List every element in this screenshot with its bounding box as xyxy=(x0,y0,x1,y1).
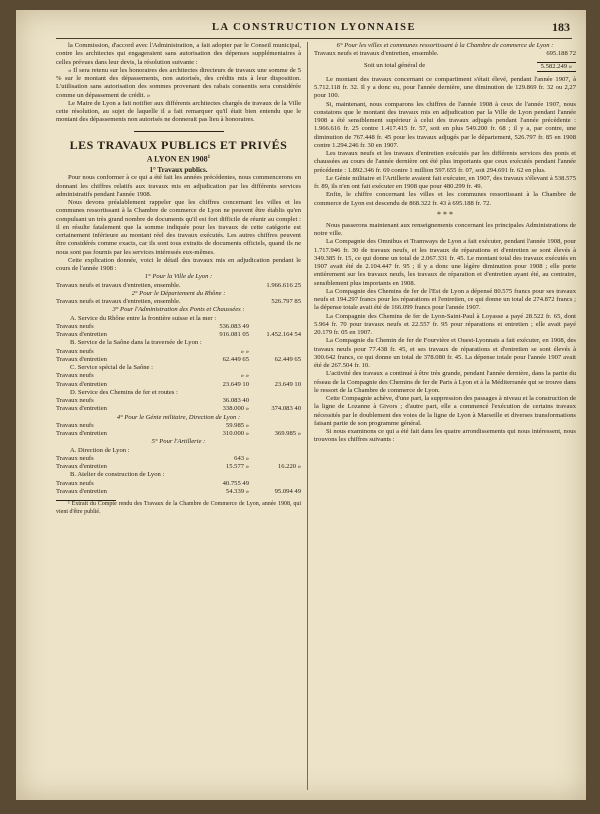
table-row: Travaux neufs et travaux d'entretien, ensemble. 526.797 85 xyxy=(56,298,301,306)
table-row: Travaux d'entretien 916.081 05 1.452.164 54 xyxy=(56,331,301,339)
paragraph: Nous devons préalablement rappeler que les chiffres concernant les villes et les communes ressortissant à la Chambre de commerce de Lyon ne peuvent être établis qu'en compulsant un très grand nombre de documents qu'il est fort difficile de réunir au complet : il en résulte fatalement que la somme indiquée pour les travaux de cette catégorie est certainement inférieure au montant réel des travaux exécutés. Les autres chiffres peuvent être considérés comme exacts, car ils sont tous extraits de documents officiels, quand ils ne nous sont pas fournis par les services intéressés eux-mêmes. xyxy=(56,199,301,256)
table-row: Travaux neufs et travaux d'entretien, ensemble. 695.188 72 xyxy=(314,50,576,58)
total-value: 5.582.249 » xyxy=(537,62,576,72)
running-header xyxy=(56,22,572,39)
article-subtitle: A LYON EN 1908$^1$ xyxy=(146,154,211,164)
table-row: Travaux neufs 36.083 40 xyxy=(56,397,249,405)
paragraph: Le Génie militaire et l'Artillerie avaient fait exécuter, en 1907, des travaux s'élevant à 538.575 fr. 89, ils n'en ont fait exécuter en 1908 que pour 480.299 fr. 49. xyxy=(314,174,576,190)
table-row: Travaux d'entretien 62.449 65 62.449 65 xyxy=(56,355,301,363)
paragraph: La Compagnie du Chemin de fer de Fourvière et Ouest-Lyonnais a fait exécuter, en 1908, des travaux neufs pour 77.438 fr. 45, et ses travaux de réparations et d'entretien se sont élevés à 300.642 francs, ce qui donne un total de 378.080 fr. 45. La dépense totale pour l'année 1907 avait été de 267.504 fr. 10. xyxy=(314,337,576,369)
paragraph: Nous passerons maintenant aux renseignements concernant les principales Administrations de notre ville. xyxy=(314,221,576,237)
subsection-heading: 6° Pour les villes et communes ressortissant à la Chambre de commerce de Lyon : xyxy=(336,42,554,49)
table-row: Travaux d'entretien 54.339 » 95.094 49 xyxy=(56,487,301,495)
paragraph: La Compagnie des Chemins de fer de Lyon-Saint-Paul à Loyasse a payé 28.522 fr. 65, dont 5.964 fr. 70 pour travaux neufs et 22.557 fr. 95 pour réparations et entretien ; elle avait payé 20.179 fr. 05 en 1907. xyxy=(314,312,576,336)
service-heading: A. Service du Rhône entre la frontière suisse et la mer : xyxy=(70,314,217,322)
section-separator: * * * xyxy=(437,209,453,219)
document-page xyxy=(16,10,586,800)
paragraph: Si nous examinons ce qui a été fait dans les quatre arrondissements qui nous intéressent, nous trouvons les chiffres suivants : xyxy=(314,428,576,444)
service-heading: A. Direction de Lyon : xyxy=(70,446,130,454)
service-heading: B. Service de la Saône dans la traversée de Lyon : xyxy=(70,339,202,347)
table-row: Travaux neufs et travaux d'entretien, ensemble. 1.966.616 25 xyxy=(56,281,301,289)
column-divider xyxy=(307,42,308,790)
table-row: Travaux neufs 643 » xyxy=(56,454,249,462)
table-row: Travaux neufs 536.083 49 xyxy=(56,322,249,330)
subsection-heading: 4° Pour le Génie militaire, Direction de Lyon : xyxy=(116,413,241,421)
section-heading: 1° Travaux publics. xyxy=(149,166,208,175)
paragraph: Si, maintenant, nous comparons les chiffres de l'année 1908 à ceux de l'année 1907, nous constatons que le montant des travaux mis en adjudication par la Ville de Lyon pendant l'année 1908 a été sensiblement supérieur à celui des travaux adjugés pendant l'année précédente : 1.966.616 fr. 25 contre 1.417.415 fr. 57, soit en plus 549.200 fr. 68 ; il y a, par contre, une diminution de 767.448 fr. 45 pour les travaux adjugés par le département, 526.797 fr. 85 en 1908 contre 1.294.246 fr. 30 en 1907. xyxy=(314,100,576,149)
table-row: Travaux neufs » » xyxy=(56,347,249,355)
footnote: ¹ Extrait du Compte rendu des Travaux de la Chambre de Commerce de Lyon, année 1908, qui vient d'être publié. xyxy=(56,501,301,515)
paragraph: L'activité des travaux a continué à être très grande, pendant l'année dernière, dans la partie du réseau de la Compagnie des Chemins de fer de Paris à Lyon et à la Méditerranée qui se trouve dans le ressort de la Chambre de commerce de Lyon. xyxy=(314,370,576,394)
paragraph: Cette Compagnie achève, d'une part, la suppression des passages à niveau et la construction de la ligne de Lozanne à Givors ; d'autre part, elle a commencé l'exécution de certains travaux nécessités par le doublement des voies de la ligne de Lyon à Marseille et diverses transformations faisant partie de son programme général. xyxy=(314,395,576,427)
page-number: 183 xyxy=(552,20,570,34)
subsection-heading: 2° Pour le Département du Rhône : xyxy=(131,289,226,297)
paragraph: Enfin, le chiffre concernant les villes et les communes ressortissant à la Chambre de commerce de Lyon est descendu de 868.322 fr. 43 à 695.188 fr. 72. xyxy=(314,191,576,207)
article-title: LES TRAVAUX PUBLICS ET PRIVÉS xyxy=(69,137,288,152)
paragraph: La Compagnie des Chemins de fer de l'Est de Lyon a dépensé 80.575 francs pour ses travaux neufs et 194.297 francs pour les réparations et l'entretien, ce qui donne un total de 274.872 francs ; la dépense totale avait été de 166.099 francs pour l'année 1907. xyxy=(314,287,576,312)
service-heading: D. Service des Chemins de fer et routes : xyxy=(70,388,178,396)
subsection-heading: 1° Pour la Ville de Lyon : xyxy=(144,273,213,281)
paragraph: Le Maire de Lyon a fait notifier aux différents architectes chargés de travaux de la Ville cette résolution, au sujet de laquelle il a fait remarquer qu'il était bien entendu que le montant des dépassements non autorisés ne donnerait pas lieu à honoraires. xyxy=(56,99,301,124)
paragraph: Pour nous conformer à ce qui a été fait les années précédentes, nous commencerons en donnant les chiffres relatifs aux travaux mis en adjudication par les différents services administratifs pendant l'année 1908. xyxy=(56,174,301,198)
total-label: Soit un total général de xyxy=(364,61,426,69)
paragraph: Les travaux neufs et les travaux d'entretien exécutés par les différents services des ponts et chaussées au cours de l'année dernière ont été plus importants que ceux exécutés pendant l'année précédente : 1.892.346 fr. 69 contre 1 million 597.655 fr. 07, soit 294.691 fr. 62 en plus. xyxy=(314,150,576,174)
paragraph: la Commission, d'accord avec l'Administration, a fait adopter par le Conseil municipal, contre les architectes qui engageraient sans autorisation des dépenses supplémentaires à celles prévues dans leur devis, la résolution suivante : xyxy=(56,42,301,66)
table-row: Travaux d'entretien 23.649 10 23.649 10 xyxy=(56,380,301,388)
grand-total xyxy=(314,62,576,72)
table-row: Travaux neufs 40.755 49 xyxy=(56,479,249,487)
table-row: Travaux d'entretien 310.000 » 369.985 » xyxy=(56,430,301,438)
service-heading: B. Atelier de construction de Lyon : xyxy=(70,471,165,479)
right-column xyxy=(314,42,576,445)
footnote-marker: 1 xyxy=(207,154,211,160)
subsection-heading: 5° Pour l'Artillerie : xyxy=(151,438,206,446)
divider xyxy=(134,131,224,132)
paragraph: Le montant des travaux concernant ce compartiment s'était élevé, pendant l'année 1907, à 5.712.118 fr. 32. Il y a donc eu, pour l'année dernière, une diminution de 129.869 fr. 32 ou 2,27 pour 100. xyxy=(314,75,576,100)
table-row: Travaux neufs 59.985 » xyxy=(56,421,249,429)
subsection-heading: 3° Pour l'Administration des Ponts et Chaussées : xyxy=(112,306,245,314)
table-row: Travaux d'entretien 338.000 » 374.083 40 xyxy=(56,405,301,413)
table-row: Travaux d'entretien 15.577 » 16.220 » xyxy=(56,463,301,471)
paragraph: Cette explication donnée, voici le détail des travaux mis en adjudication pendant le cours de l'année 1908 : xyxy=(56,256,301,273)
service-heading: C. Service spécial de la Saône : xyxy=(70,364,153,372)
journal-title: LA CONSTRUCTION LYONNAISE xyxy=(212,22,416,33)
paragraph: La Compagnie des Omnibus et Tramways de Lyon a fait exécuter, pendant l'année 1908, pour 1.717.946 fr. 30 de travaux neufs, et les travaux de réparations et d'entretien se sont élevés à 349.385 fr. 15, ce qui donne un total de 2.067.331 fr. 45. Le montant total des travaux exécutés en 1907 avait été de 2.104.447 fr. 95 ; il y a donc une légère diminution pour 1908 ; elle porte entièrement sur les travaux neufs, les travaux de réparation et d'entretien ayant été, au contraire, sensiblement plus importants en 1908. xyxy=(314,238,576,287)
paragraph: « Il sera retenu sur les honoraires des architectes directeurs de travaux une somme de 5 % sur le montant des dépassements, non autorisés, des crédits mis à leur disposition. L'utilisation sans autorisation des sommes provenant des rabais consentis sera considérée comme un dépassement de crédit. » xyxy=(56,66,301,99)
left-column xyxy=(56,42,301,516)
table-row: Travaux neufs » » xyxy=(56,372,249,380)
